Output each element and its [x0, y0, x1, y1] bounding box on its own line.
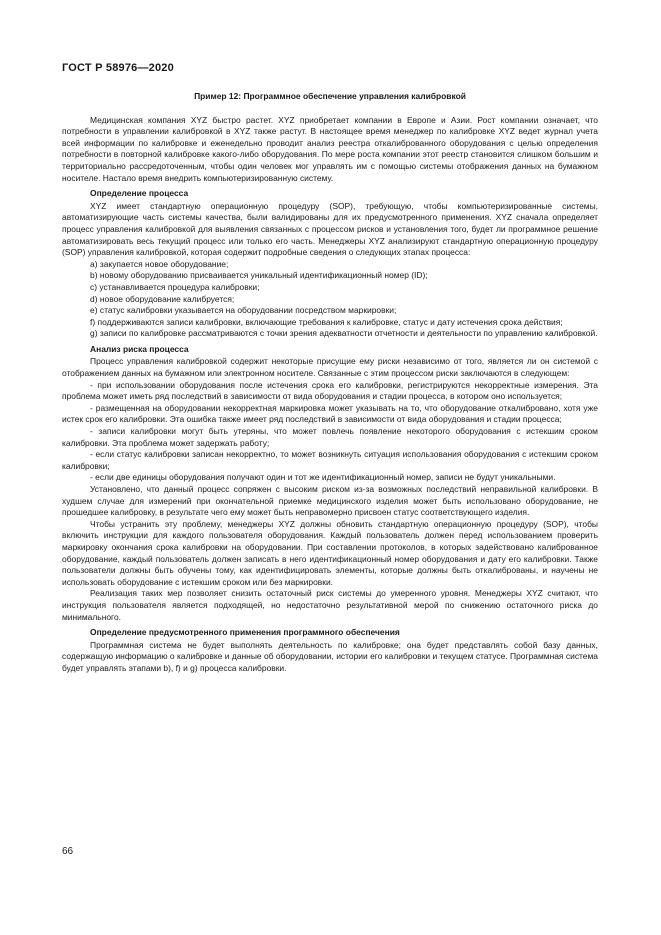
- document-body: [62, 91, 598, 675]
- process-step: f) поддерживаются записи калибровки, включающие требования к калибровке, статус и дату истечения срока действия;: [90, 316, 563, 327]
- intro-paragraph: Медицинская компания XYZ быстро растет. XYZ приобретает компании в Европе и Азии. Рост компании означает, что потребности в управлении калибровкой в XYZ также растут. В настоящее время менеджер по калибровке XYZ ведет журнал учета всей информации по калибровке и еженедельно проводит анализ реестра откалиброванного оборудования с целью определения потребности в повторной калибровке какого-либо оборудования. По мере роста компании этот реестр становится слишком большим и территориально рассредоточенным, чтобы один человек мог управлять им с помощью системы отображения данных на бумажном носителе. Настало время внедрить компьютеризированную систему.: [62, 114, 598, 183]
- example-title: Пример 12: Программное обеспечение управления калибровкой: [194, 91, 466, 101]
- standard-header: ГОСТ Р 58976—2020: [62, 62, 174, 74]
- process-step: b) новому оборудованию присваивается уникальный идентификационный номер (ID);: [90, 270, 428, 281]
- process-step: c) устанавливается процедура калибровки;: [90, 281, 260, 292]
- section-title-intended-use: Определение предусмотренного применения программного обеспечения: [90, 627, 400, 638]
- risk-mitigation-paragraph: Чтобы устранить эту проблему, менеджеры XYZ должны обновить стандартную операционную процедуру (SOP), чтобы включить инструкции для каждого пользователя оборудования. Каждый пользователь должен перед использованием проверить маркировку окончания срока калибровки на оборудовании. При составлении протоколов, в которых задействовано калиброванное оборудование, каждый пользователь должен записать в него идентификационный номер оборудования и дату его калибровки. Также пользователи должны быть обучены тому, как идентифицировать элементы, которые должны быть откалиброваны, и научены не использовать оборудование с истекшим сроком или без маркировки.: [62, 518, 598, 587]
- section-title-risk: Анализ риска процесса: [90, 343, 189, 354]
- risk-conclusion-paragraph: Установлено, что данный процесс сопряжен с высоким риском из-за возможных последствий неправильной калибровки. В худшем случае для измерений при окончательной приемке медицинского изделия может быть использовано оборудование, не прошедшее калибровку, в результате чего ему может быть неправомерно присвоен статус соответствующего изделия.: [62, 484, 598, 518]
- risk-item: - при использовании оборудования после истечения срока его калибровки, регистрируются некорректные измерения. Эта проблема может иметь ряд последствий в зависимости от вида оборудования и стадии процесса, в котором оно используется;: [62, 379, 598, 402]
- risk-item: - если две единицы оборудования получают один и тот же идентификационный номер, записи не будут уникальными.: [90, 472, 556, 483]
- process-step: а) закупается новое оборудование;: [90, 258, 229, 269]
- process-step: g) записи по калибровке рассматриваются с точки зрения адекватности отчетности и деятельности по управлению калибровкой.: [90, 328, 598, 339]
- process-paragraph: XYZ имеет стандартную операционную процедуру (SOP), требующую, чтобы компьютеризированные системы, автоматизирующие часть системы качества, были валидированы для их предусмотренного применения. XYZ сначала определяет процесс управления калибровкой для выявления связанных с процессом рисков и установления того, будет ли программное решение автоматизировать весь текущий процесс или только его часть. Менеджеры XYZ анализируют стандартную операционную процедуру (SOP) управления калибровкой, которая содержит подробные сведения о следующих этапах процесса:: [62, 200, 598, 258]
- risk-result-paragraph: Реализация таких мер позволяет снизить остаточный риск системы до умеренного уровня. Менеджеры XYZ считают, что инструкция пользователя является подходящей, но недостаточно результативной мерой по снижению остаточного риска до минимального.: [62, 588, 598, 622]
- intended-use-paragraph: Программная система не будет выполнять деятельность по калибровке; она будет представлять собой базу данных, содержащую информацию о калибровке и данные об оборудовании, истории его калибровки и текущем статусе. Программная система будет управлять этапами b), f) и g) процесса калибровки.: [62, 639, 598, 673]
- risk-item: - размещенная на оборудовании некорректная маркировка может указывать на то, что оборудование откалибровано, хотя уже истек срок его калибровки. Эта ошибка также имеет ряд последствий в зависимости от вида оборудования и стадии процесса;: [62, 402, 598, 425]
- process-step: e) статус калибровки указывается на оборудовании посредством маркировки;: [90, 305, 397, 316]
- risk-paragraph: Процесс управления калибровкой содержит некоторые присущие ему риски независимо от того, является ли он системой с отображением данных на бумажном или электронном носителе. Связанные с этим процессом риски заключаются в следующем:: [62, 356, 598, 379]
- section-title-process: Определение процесса: [90, 188, 189, 199]
- page-number: 66: [62, 846, 74, 857]
- risk-item: - если статус калибровки записан некорректно, то может возникнуть ситуация использования оборудования с истекшим сроком калибровки;: [62, 449, 598, 471]
- risk-item: - записи калибровки могут быть утеряны, что может повлечь появление некоторого оборудования с истекшим сроком калибровки. Эта проблема может задержать работу;: [62, 426, 598, 448]
- process-step: d) новое оборудование калибруется;: [90, 293, 235, 304]
